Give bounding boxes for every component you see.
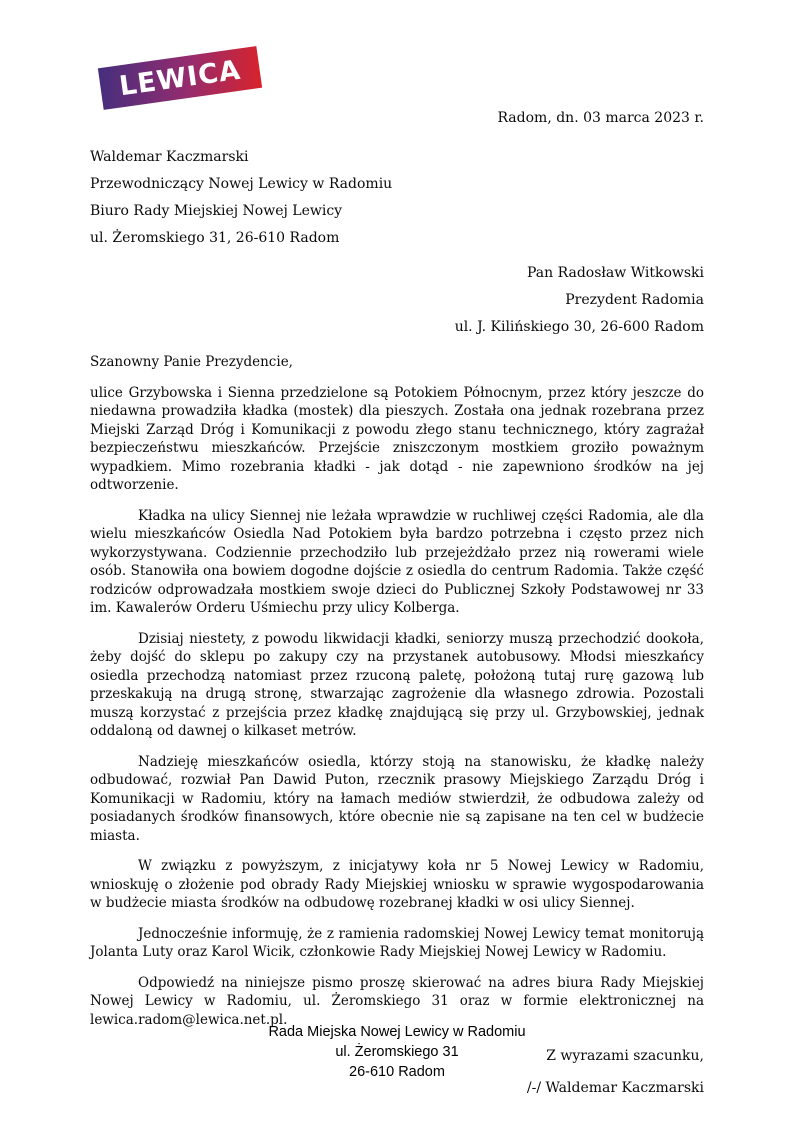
footer-street-line: ul. Żeromskiego 31 (335, 1044, 459, 1060)
sender-office: Biuro Rady Miejskiej Nowej Lewicy (90, 203, 343, 219)
recipient-block (90, 260, 704, 341)
footer-org-line: Rada Miejska Nowej Lewicy w Radomiu (268, 1024, 526, 1040)
lewica-logo-text: LEWICA (117, 54, 243, 102)
date-line: Radom, dn. 03 marca 2023 r. (497, 110, 704, 126)
body-paragraph: Jednocześnie informuję, że z ramienia radomskiej Nowej Lewicy temat monitorują Jolanta Luty oraz Karol Wicik, członkowie Rady Miejskiej Nowej Lewicy w Radomiu. (90, 925, 704, 960)
sender-block (90, 144, 704, 252)
sender-title: Przewodniczący Nowej Lewicy w Radomiu (90, 176, 393, 192)
body-paragraph: Dzisiaj niestety, z powodu likwidacji kładki, seniorzy muszą przechodzić dookoła, żeby dojść do sklepu po zakupy czy na przystanek autobusowy. Młodsi mieszkańcy osiedla przechodzą natomiast przez rzuconą paletę, położoną tutaj rurę gazową lub przeskakują na drugą stronę, stwarzając zagrożenie dla własnego zdrowia. Pozostali muszą korzystać z przejścia przez kładkę znajdującą się przy ul. Grzybowskiej, jednak oddaloną od dawnej o kilkaset metrów. (90, 630, 704, 739)
footer-city-line: 26-610 Radom (349, 1064, 445, 1080)
body-paragraph: ulice Grzybowska i Sienna przedzielone są Potokiem Północnym, przez który jeszcze do niedawna prowadziła kładka (mostek) dla pieszych. Została ona jednak rozebrana przez Miejski Zarząd Dróg i Komunikacji z powodu złego stanu technicznego, który zagrażał bezpieczeństwu mieszkańców. Przejście zniszczonym mostkiem groziło poważnym wypadkiem. Mimo rozebrania kładki - jak dotąd - nie zapewniono środków na jej odtworzenie. (90, 384, 704, 493)
body-paragraph: Kładka na ulicy Siennej nie leżała wprawdzie w ruchliwej części Radomia, ale dla wielu mieszkańców Osiedla Nad Potokiem była bardzo potrzebna i często przez nich wykorzystywana. Codziennie przechodziło lub przejeżdżało przez nią rowerami wiele osób. Stanowiła ona bowiem dogodne dojście z osiedla do centrum Radomia. Także część rodziców odprowadzała mostkiem swoje dzieci do Publicznej Szkoły Podstawowej nr 33 im. Kawalerów Orderu Uśmiechu przy ulicy Kolberga. (90, 507, 704, 616)
recipient-title: Prezydent Radomia (565, 292, 704, 308)
recipient-name: Pan Radosław Witkowski (527, 265, 704, 281)
closing-respect-line: Z wyrazami szacunku, (546, 1048, 704, 1064)
salutation: Szanowny Panie Prezydencie, (90, 354, 293, 370)
body-paragraph: Nadzieję mieszkańców osiedla, którzy stoją na stanowisku, że kładkę należy odbudować, rozwiał Pan Dawid Puton, rzecznik prasowy Miejskiego Zarządu Dróg i Komunikacji w Radomiu, który na łamach mediów stwierdził, że odbudowa zależy od posiadanych środków finansowych, które obecnie nie są zapisane na ten cel w budżecie miasta. (90, 753, 704, 844)
footer-block (0, 1022, 794, 1082)
body-paragraph: W związku z powyższym, z inicjatywy koła nr 5 Nowej Lewicy w Radomiu, wnioskuję o złożenie pod obrady Rady Miejskiej wniosku w sprawie wygospodarowania w budżecie miasta środków na odbudowę rozebranej kładki w osi ulicy Siennej. (90, 858, 704, 911)
closing-signature-line: /-/ Waldemar Kaczmarski (526, 1080, 704, 1096)
body-paragraph: Odpowiedź na niniejsze pismo proszę skierować na adres biura Rady Miejskiej Nowej Lewicy w Radomiu, ul. Żeromskiego 31 oraz w formie elektronicznej na lewica.radom@lewica.net.pl. (90, 974, 704, 1028)
recipient-address: ul. J. Kilińskiego 30, 26-600 Radom (454, 319, 704, 335)
sender-address: ul. Żeromskiego 31, 26-610 Radom (90, 230, 340, 246)
sender-name: Waldemar Kaczmarski (90, 149, 249, 165)
